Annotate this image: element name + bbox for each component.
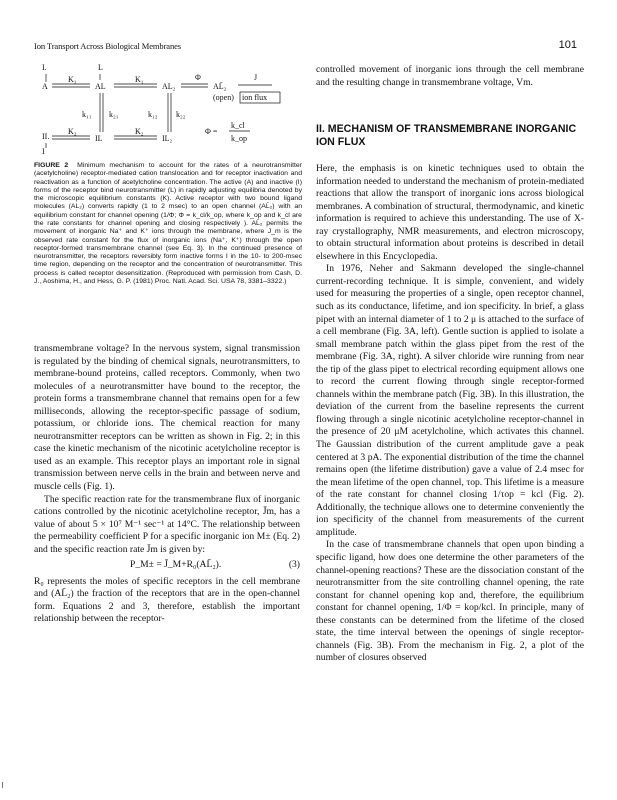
paragraph: In 1976, Neher and Sakmann developed the single-channel current-recording technique. It is simple, convenient, and widely used for measuring the properties of a single, open receptor channel, such as its conductance, lifetime, and ion specificity. In brief, a glass pipet with an internal diameter of 1 to 2 μ is attached to the surface of a cell membrane (Fig. 3A, left). Gentle suction is applied to isolate a small membrane patch within the glass pipet from the rest of the membrane (Fig. 3A, right). A silver chloride wire running from near the tip of the glass pipet to electrical recording equipment allows one to record the current flowing through single receptor-formed channels within the membrane patch (Fig. 3B). In this illustration, the deviation of the current from the baseline represents the current flowing through a single nicotinic acetylcholine receptor-channel in the presence of 20 μM acetylcholine, which activates this channel. The Gaussian distribution of the current amplitude gave a peak centered at 3 pA. The exponential distribution of the time the channel remains open (the lifetime distribution) gave a value of 2.4 msec for the mean lifetime of the open channel, τop. This lifetime is a measure of the rate constant for channel closing 1/τop = kcl (Fig. 2). Additionally, the technique allows one to determine conveniently the ion specificity of the channel from measurements of the current amplitude. — [316, 263, 584, 538]
figure-caption-text: Minimum mechanism to account for the rates of a neurotransmitter (acetylcholine) receptor-mediated cation translocation and for receptor inactivation and reactivation as a function of acetylcholine concentration. The active (A) and inactive (I) forms of the receptor bind neurotransmitter (L) in rapidly adjusting equilibria denoted by the microscopic equilibrium constants (K). Active receptor with two bound ligand molecules (AL₂) converts rapidly (1 to 2 msec) to an open channel (AL̄₂) with an equilibrium constant for channel opening (1/Φ; Φ = k_cl/k_op, where k_op and k_cl are the rate constants for channel opening and closing respectively ). AL̄₂ permits the movement of inorganic Na⁺ and K⁺ ions through the membrane, where J_m is the observed rate constant for the flux of inorganic ions (Na⁺, K⁺) through the open receptor-formed transmembrane channel (see Eq. 3). In the continued presence of neurotransmitter, the receptors reversibly form inactive forms I in the 10- to 200-msec time region, depending on the receptor and the concentration of neurotransmitter. This process is called receptor desensitization. (Reproduced with permission from Cash, D. J., Aoshima, H., and Hess, G. P. (1981) Proc. Natl. Acad. Sci. USA 78, 3381–3322.) — [34, 162, 303, 285]
diagram-label-k2a: K₂ — [68, 127, 77, 136]
diagram-label-k22: k₂₂ — [176, 110, 186, 119]
diagram-species-il: IL — [95, 134, 103, 143]
right-column — [316, 163, 584, 665]
figure-label: FIGURE 2 — [34, 162, 69, 169]
diagram-label-k1a: K₁ — [68, 75, 77, 84]
diagram-label-phi: Φ — [195, 73, 201, 82]
diagram-label-top-i: I. — [42, 63, 47, 72]
section-heading: II. MECHANISM OF TRANSMEMBRANE INORGANIC ION FLUX — [316, 123, 577, 148]
diagram-label-k1b: K₁ — [135, 75, 144, 84]
intro-paragraph: controlled movement of inorganic ions through the cell membrane and the resulting change in transmembrane voltage, Vm. — [316, 64, 584, 88]
paragraph: The specific reaction rate for the transmembrane flux of inorganic cations controlled by the nicotinic acetylcholine receptor, J̄m, has a value of about 5 × 10⁷ M⁻¹ sec⁻¹ at 14°C. The relationship between the permeability coefficient P for a specific inorganic ion M± (Eq. 2) and the specific reaction rate J̄m is given by: — [34, 493, 300, 555]
diagram-label-j: J — [254, 73, 258, 82]
figure-caption — [34, 162, 302, 286]
paragraph: In the case of transmembrane channels that open upon binding a specific ligand, how does one determine the other parameters of the channel-opening reactions? These are the dissociation constant of the neurotransmitter from the site controlling channel opening, the rate constant for channel opening kop and, therefore, the equilibrium constant for channel opening, 1/Φ = kop/kcl. In principle, many of these constants can be determined from the lifetime of the closed state, the time interval between the openings of single receptor-channels (Fig. 3B). From the mechanism in Fig. 2, a plot of the number of closures observed — [316, 539, 584, 664]
running-title: Ion Transport Across Biological Membranes — [34, 41, 181, 51]
mechanism-diagram — [30, 60, 300, 158]
diagram-label-k21: k₂₁ — [109, 110, 119, 119]
equation-number: (3) — [288, 559, 300, 571]
margin-mark — [2, 782, 3, 788]
diagram-label-ion-flux: ion flux — [242, 93, 268, 102]
diagram-species-a: A — [42, 82, 48, 91]
equation-3 — [34, 556, 300, 576]
paragraph: R₀ represents the moles of specific receptors in the cell membrane and (AL̄₂) the fraction of the receptors that are in the open-channel form. Equations 2 and 3, therefore, establish the important relationship between the receptor- — [34, 575, 300, 625]
phi-numerator: k_cl — [231, 121, 245, 130]
phi-denominator: k_op — [231, 134, 247, 143]
diagram-label-open: (open) — [213, 93, 234, 102]
diagram-label-top-l: L — [98, 63, 103, 72]
phi-equals: Φ = — [205, 127, 218, 136]
equation-body: P_M± = J̄_M+R₀(AL̄₂). — [130, 559, 222, 571]
diagram-species-al2: AL₂ — [162, 82, 176, 91]
diagram-label-k12: k₁₂ — [148, 110, 158, 119]
left-column — [34, 343, 300, 626]
page-number: 101 — [558, 39, 577, 51]
diagram-label-k2b: K₂ — [135, 127, 144, 136]
diagram-label-state-i: II. — [42, 132, 50, 141]
diagram-label-bottom-i: I — [42, 147, 45, 156]
diagram-species-al: AL — [95, 82, 106, 91]
diagram-label-k11: k₁₁ — [82, 110, 92, 119]
diagram-species-al2-open: AL̄₂ — [213, 82, 227, 91]
diagram-species-il2: IL₂ — [162, 134, 173, 143]
paragraph: Here, the emphasis is on kinetic techniques used to obtain the information needed to understand the mechanism of protein-mediated reactions that allow the transport of inorganic ions across biological membranes. A combination of structural, thermodynamic, and kinetic information is required to achieve this understanding. The use of X-ray crystallography, NMR measurements, and electron microscopy, to obtain structural information about proteins is described in detail elsewhere in this Encyclopedia. — [316, 163, 584, 262]
paragraph: transmembrane voltage? In the nervous system, signal transmission is regulated by the binding of chemical signals, neurotransmitters, to membrane-bound proteins, called receptors. Commonly, when two molecules of a neurotransmitter have bound to the receptor, the protein forms a transmembrane channel that remains open for a few milliseconds, allowing the receptor-specific passage of sodium, potassium, or chloride ions. The chemical reaction for many neurotransmitter receptors can be written as shown in Fig. 2; in this case the kinetic mechanism of the nicotinic acetylcholine receptor is used as an example. This receptor plays an important role in signal transmission between nerve cells in the brain and between nerve and muscle cells (Fig. 1). — [34, 343, 300, 493]
